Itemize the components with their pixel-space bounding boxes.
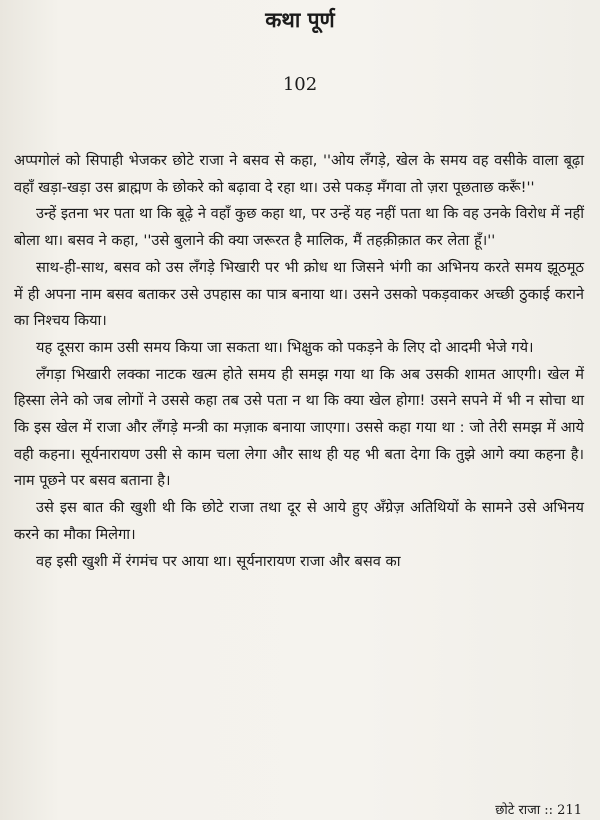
paragraph: अप्पगोलं को सिपाही भेजकर छोटे राजा ने बसव से कहा, ''ओय लँगड़े, खेल के समय वह वसीके वाला बूढ़ा वहाँ खड़ा-खड़ा उस ब्राह्मण के छोकरे को बढ़ावा दे रहा था। उसे पकड़ मँगवा तो ज़रा पूछताछ करूँ!'' [14, 152, 584, 196]
paragraph: उसे इस बात की खुशी थी कि छोटे राजा तथा दूर से आये हुए अँग्रेज़ अतिथियों के सामने उसे अभिनय करने का मौका मिलेगा। [14, 499, 585, 543]
paragraph: साथ-ही-साथ, बसव को उस लँगड़े भिखारी पर भी क्रोध था जिसने भंगी का अभिनय करते समय झूठमूठ में ही अपना नाम बसव बताकर उसे उपहास का पात्र बनाया था। उसने उसको पकड़वाकर अच्छी ठुकाई कराने का निश्चय किया। [14, 258, 584, 330]
paragraph: लँगड़ा भिखारी लक्का नाटक खत्म होते समय ही समझ गया था कि अब उसकी शामत आएगी। खेल में हिस्सा लेने को जब लोगों ने उससे कहा तब उसे पता न था कि क्या खेल होगा! उसने सपने में भी न सोचा था कि इस खेल में राजा और लँगड़े मन्त्री का मज़ाक बनाया जाएगा। उससे कहा गया था : जो तेरी समझ में आये वही कहना। सूर्यनारायण उसी से काम चला लेगा और साथ ही यह भी बता देगा कि तुझे आगे क्या कहना है। नाम पूछने पर बसव बताना है। [14, 365, 584, 490]
paragraph: उन्हें इतना भर पता था कि बूढ़े ने वहाँ कुछ कहा था, पर उन्हें यह नहीं पता था कि वह उनके विरोध में नहीं बोला था। बसव ने कहा, ''उसे बुलाने की क्या जरूरत है मालिक, मैं तहक़ीक़ात कर लेता हूँ।'' [14, 205, 584, 250]
chapter-title: कथा पूर्ण [265, 7, 335, 32]
body-text [14, 148, 584, 575]
page-number: 102 [282, 74, 318, 95]
running-footer: छोटे राजा :: 211 [495, 803, 582, 818]
paragraph: यह दूसरा काम उसी समय किया जा सकता था। भिक्षुक को पकड़ने के लिए दो आदमी भेजे गये। [36, 338, 534, 356]
paragraph: वह इसी खुशी में रंगमंच पर आया था। सूर्यनारायण राजा और बसव का [36, 552, 401, 570]
